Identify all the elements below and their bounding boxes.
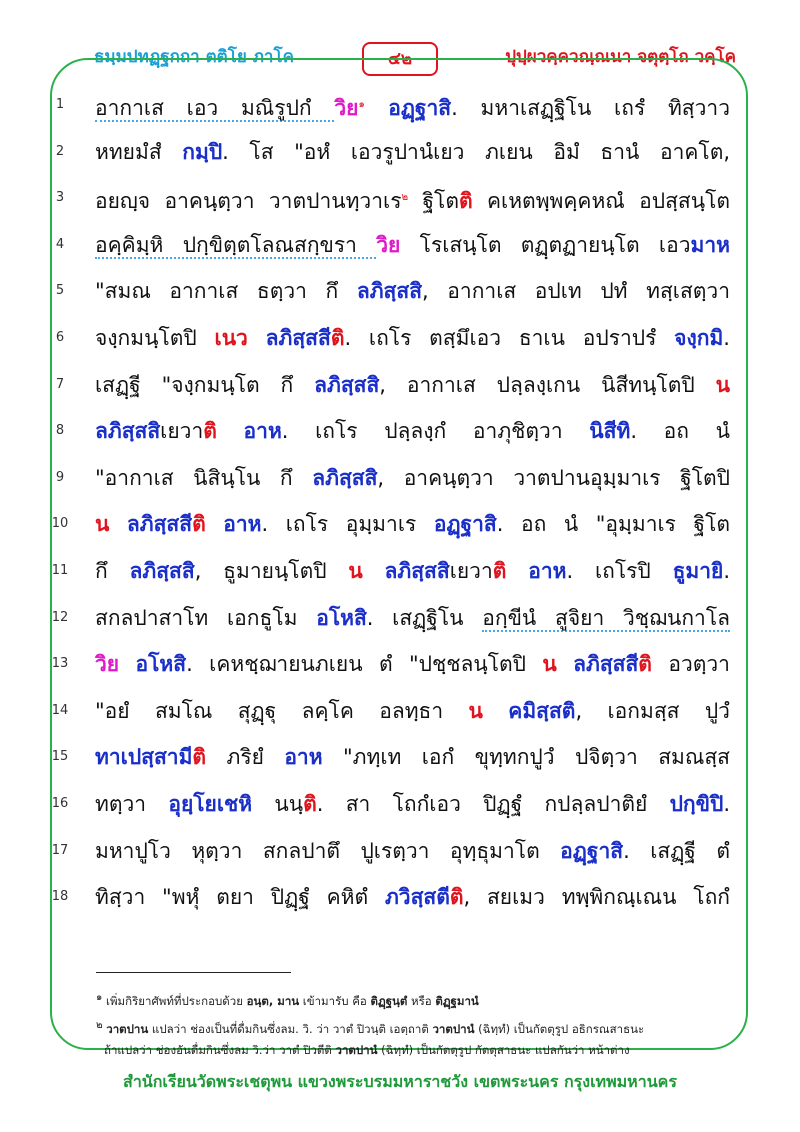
footnote [96, 990, 479, 1011]
line-number: 1 [55, 97, 65, 112]
text-run [206, 512, 224, 536]
text-run: น [542, 652, 557, 677]
text-line [40, 595, 730, 642]
footnote-number: ๒ [96, 1020, 103, 1031]
text-run: ติ [203, 419, 217, 444]
text-run: ฐิโต [408, 189, 459, 214]
line-number: 3 [55, 190, 65, 206]
footnote-number: ๑ [96, 992, 103, 1003]
line-number: 14 [51, 702, 69, 718]
text-run: , อากาเส อปเท ปทํ ทสฺเสตฺวา [422, 279, 730, 304]
line-number: 18 [51, 889, 69, 905]
text-run: ทิสฺวา "พหุํ ตยา ปิฏฺฐํ คหิตํ [95, 885, 385, 910]
page-number: ๔๒ [362, 42, 438, 76]
footnote-text: ติฏฺฐมานํ [435, 993, 479, 1008]
line-text [95, 548, 730, 594]
line-number: 13 [51, 656, 69, 672]
text-run: วิย [334, 96, 359, 120]
text-line [40, 501, 730, 548]
line-number: 9 [55, 469, 65, 485]
text-run: . โส "อหํ เอวรูปานํเยว ภเยน อิมํ ธานํ อาคโต, [222, 139, 730, 164]
line-text [95, 175, 730, 224]
text-line [40, 362, 730, 409]
line-text [95, 595, 730, 641]
line-text [95, 315, 730, 361]
text-run: "สมณ อากาเส ธตฺวา กึ [95, 279, 357, 304]
line-number: 2 [55, 143, 65, 159]
text-run: ธูมายิ [672, 558, 724, 583]
text-line [40, 874, 730, 921]
text-run: เยวา [160, 419, 204, 444]
text-run: "อากาเส นิสินฺโน กึ [95, 465, 313, 490]
text-run: ติ [449, 885, 464, 910]
text-run [506, 559, 528, 583]
text-run [217, 419, 244, 443]
text-run: ลภิสฺสสิ [95, 419, 161, 444]
text-line [40, 455, 730, 502]
text-run: นิสีทิ [589, 419, 631, 444]
line-text [95, 874, 730, 920]
text-line [40, 781, 730, 828]
line-number: 5 [55, 283, 65, 299]
running-header-left: ธมฺมปทฏฺฐกถา ตติโย ภาโค [94, 47, 294, 67]
text-run: . เถโร ปลฺลงฺกํ อาภุชิตฺวา [281, 419, 590, 444]
text-run: ติ [330, 325, 345, 350]
text-line [40, 222, 730, 269]
text-run: "ภทฺเท เอกํ ขุทฺทกปูวํ ปจิตฺวา สมณสฺส [322, 745, 730, 770]
text-run: เนว [214, 325, 248, 350]
line-number: 16 [51, 795, 69, 811]
text-run: . [723, 791, 730, 816]
text-line [40, 688, 730, 735]
text-run: ลภิสฺสสี [265, 325, 331, 350]
line-text [95, 734, 730, 780]
text-run: . เคหชฺฌายนภเยน ตํ "ปชฺชลนฺโตปิ [186, 652, 543, 677]
line-text [95, 129, 730, 175]
text-line [40, 315, 730, 362]
text-run: ทตฺวา [95, 791, 169, 816]
text-run: สกลปาสาโท เอกธูโม [95, 605, 317, 630]
text-run: ทาเปสฺสามี [95, 745, 193, 770]
text-run: . เสฏฺฐิโน [366, 605, 483, 630]
text-run: "อยํ สมโณ สุฏฺฐุ ลคฺโค อลทฺธา [95, 698, 469, 723]
text-run: ลภิสฺสสิ [312, 465, 378, 490]
text-run: ลภิสฺสสิ [129, 558, 195, 583]
text-run: คเหตพฺพคฺคหณํ อปสฺสนฺโต [472, 189, 730, 214]
text-line [40, 82, 730, 129]
footnote-text: อนฺต, มาน [246, 993, 300, 1008]
text-run [483, 699, 508, 723]
running-header-right: ปุปฺผวคฺควณฺณนา จตุตฺโถ วคฺโค [505, 47, 736, 67]
line-text [95, 641, 730, 687]
text-run: เยวา [449, 558, 493, 583]
line-number: 8 [55, 423, 65, 439]
text-line [40, 408, 730, 455]
text-run: กมฺปิ [182, 139, 223, 164]
text-run [109, 512, 127, 536]
text-line [40, 268, 730, 315]
text-run: อคฺคิมฺหิ ปกฺขิตฺตโลณสกฺขรา [95, 232, 377, 257]
text-run: โรเสนฺโต ตฏฺตฏายนฺโต เอว [400, 232, 691, 257]
footnote-text: (ฉิทฺทํ) เป็นกัตตุรูป กัตตุสาธนะ แปลกันว่า หน้าต่าง [377, 1043, 630, 1057]
footnote-text: เข้ามารับ คือ [299, 993, 371, 1008]
footnote-marker: ๒ [401, 192, 409, 204]
text-run [119, 652, 135, 676]
text-run: มาห [690, 232, 730, 257]
line-number: 17 [51, 842, 69, 858]
footnote-text: ติฏฺฐนฺตํ [370, 993, 408, 1008]
text-run [557, 652, 573, 676]
line-text [95, 501, 730, 547]
line-number: 6 [55, 329, 65, 345]
text-line [40, 828, 730, 875]
footnote-text: หรือ [407, 993, 436, 1008]
text-run: อฏฺฐาสิ [364, 96, 452, 120]
text-run: หทยมํสํ [95, 139, 183, 164]
line-number: 11 [51, 562, 69, 578]
text-run: ติ [192, 512, 206, 537]
text-run: วิย [376, 232, 401, 257]
text-run: . เสฏฺฐี ตํ [623, 838, 730, 863]
text-run: ภวิสฺสตี [384, 885, 450, 910]
text-run: . อถ นํ "อุมฺมาเร ฐิโต [496, 512, 730, 537]
text-run: นนฺ [252, 791, 304, 816]
line-text [95, 82, 730, 131]
line-number: 15 [51, 749, 69, 765]
text-run: ลภิสฺสสิ [356, 279, 423, 304]
text-run: อโหสิ [135, 652, 187, 677]
text-run: . อถ นํ [630, 419, 730, 444]
text-run: , เอกมสฺส ปูวํ [575, 698, 730, 723]
text-run: อาห [223, 512, 262, 537]
text-body [40, 82, 730, 921]
text-run: . มหาเสฏฺฐิโน เถรํ ทิสฺวาว [451, 96, 730, 120]
text-run: ภริยํ [206, 745, 285, 770]
text-run: . สา โถกํเอว ปิฏฺฐํ กปลฺลปาติยํ [316, 791, 670, 816]
line-text [95, 688, 730, 734]
line-text [95, 268, 730, 314]
text-run: เสฏฺฐี "จงฺกมนฺโต กึ [95, 372, 315, 397]
footnote-text: เพิ่มกิริยาศัพท์ที่ประกอบด้วย [106, 993, 247, 1008]
footnote-text: วาตปานํ [335, 1043, 378, 1057]
footnote-marker: ๑ [358, 99, 365, 110]
text-run: ลภิสฺสสี [573, 652, 639, 677]
line-number: 4 [55, 236, 65, 252]
text-run: มหาปูโว หุตฺวา สกลปาตึ ปูเรตฺวา อุทฺธุมาโต [95, 838, 561, 863]
text-run: อฏฺฐาสิ [560, 838, 624, 863]
footnote-text: วาตปาน [106, 1021, 149, 1036]
footnote-rule [96, 972, 291, 973]
text-run: อุยฺโยเชหิ [168, 791, 253, 816]
text-run: คมิสฺสติ [508, 698, 576, 723]
text-run: ลภิสฺสสี [126, 512, 193, 537]
text-run [248, 326, 266, 350]
text-run: . [723, 558, 730, 583]
text-line [40, 548, 730, 595]
text-run: , อาคนฺตฺวา วาตปานอุมฺมาเร ฐิโตปิ [377, 465, 730, 490]
line-text [95, 362, 730, 408]
text-run: อาห [284, 745, 323, 770]
text-line [40, 175, 730, 222]
text-run: อยญฺจ อาคนฺตฺวา วาตปานทฺวาเร [95, 189, 402, 214]
text-run: . เถโร ตสฺมึเอว ธาเน อปราปรํ [344, 325, 675, 350]
text-run: อาห [528, 558, 567, 583]
text-run: , สยเมว ทพฺพิกณฺเณน โถกํ [463, 885, 730, 910]
text-run: ลภิสฺสสิ [314, 372, 380, 397]
text-run: อวตฺวา [651, 652, 730, 677]
text-run: น [348, 558, 363, 583]
text-line [40, 734, 730, 781]
text-run: อกฺขีนํ สูจิยา วิชฺฌนกาโล [482, 605, 730, 630]
line-text [95, 408, 730, 454]
text-line [40, 129, 730, 176]
footnote-text: ถ้าแปลว่า ช่องอันดื่มกินซึ่งลม วิ.ว่า วาตํ ปิวตีติ [104, 1043, 336, 1057]
line-number: 10 [51, 516, 69, 532]
line-text [95, 222, 730, 268]
text-run: ปกฺขิปิ [669, 791, 724, 816]
text-run: . เถโรปิ [566, 558, 673, 583]
footnote-text: (ฉิทฺทํ) เป็นกัตตุรูป อธิกรณสาธนะ [474, 1021, 645, 1036]
text-run: น [468, 698, 483, 723]
page-footer: สำนักเรียนวัดพระเชตุพน แขวงพระบรมมหาราชวัง เขตพระนคร กรุงเทพมหานคร [123, 1072, 677, 1091]
text-run: ติ [303, 791, 317, 816]
text-run: อฏฺฐาสิ [433, 512, 497, 537]
text-run: วิย [95, 652, 120, 677]
footnote [96, 1018, 644, 1039]
text-run: ติ [192, 745, 207, 770]
line-text [95, 828, 730, 874]
text-run: , ธูมายนฺโตปิ [194, 558, 349, 583]
text-run: อโหสิ [316, 605, 367, 630]
text-line [40, 641, 730, 688]
text-run: กึ [95, 558, 130, 583]
line-number: 7 [55, 376, 65, 392]
text-run: น [715, 372, 730, 397]
footnote-text: แปลว่า ช่องเป็นที่ดื่มกินซึ่งลม. วิ. ว่า วาตํ ปิวนฺติ เอตฺถาติ [148, 1021, 433, 1036]
text-run: ลภิสฺสสิ [384, 558, 450, 583]
text-run: ติ [638, 652, 652, 677]
text-run: น [95, 512, 110, 537]
footnote [104, 1042, 630, 1060]
text-run: ติ [458, 189, 473, 214]
text-run: ติ [492, 558, 507, 583]
text-run: . [723, 325, 730, 350]
text-run: , อากาเส ปลฺลงฺเกน นิสีทนฺโตปิ [379, 372, 716, 397]
line-text [95, 455, 730, 501]
line-text [95, 781, 730, 827]
text-run: อาห [243, 419, 282, 444]
text-run: จงฺกมิ [674, 325, 724, 350]
text-run: จงฺกมนฺโตปิ [95, 325, 215, 350]
text-run [363, 559, 385, 583]
text-run: อากาเส เอว มณิรูปกํ [95, 96, 335, 120]
footnote-text: วาตปานํ [432, 1021, 475, 1036]
line-number: 12 [51, 609, 69, 625]
text-run: . เถโร อุมฺมาเร [261, 512, 434, 537]
